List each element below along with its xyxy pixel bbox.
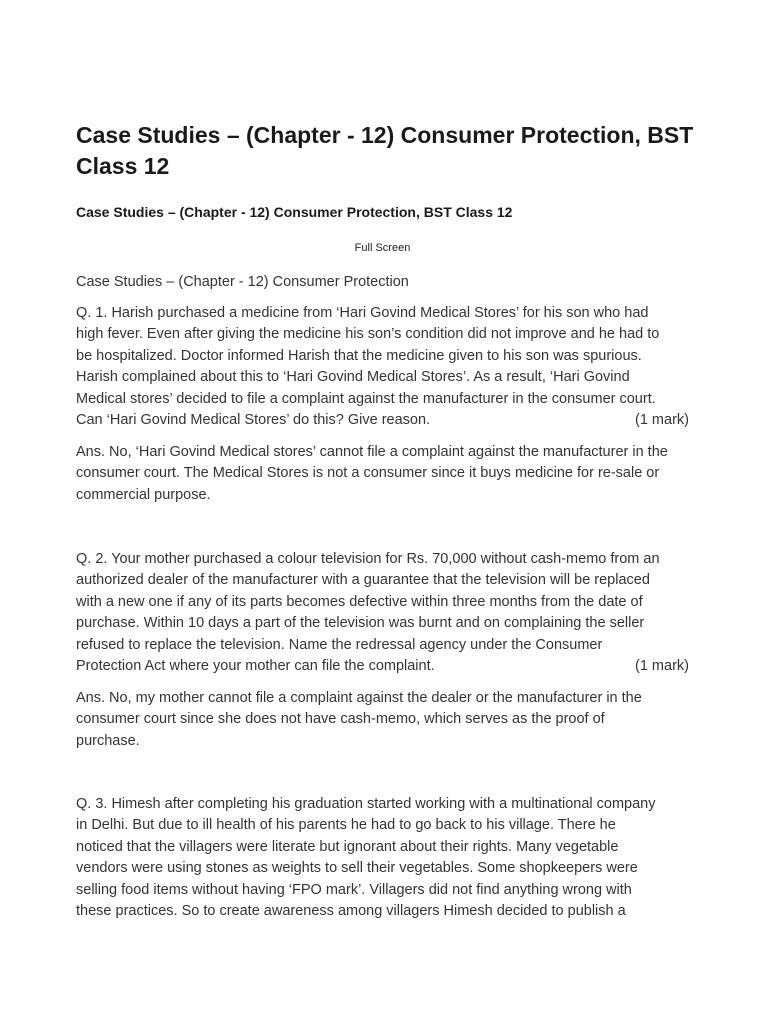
question-line: selling food items without having ‘FPO mark’. Villagers did not find anything wrong with	[76, 881, 632, 898]
document-subtitle: Case Studies – (Chapter - 12) Consumer Protection, BST Class 12	[76, 204, 513, 220]
answer-line: consumer court. The Medical Stores is not a consumer since it buys medicine for re-sale or	[76, 465, 660, 482]
question-last-line	[76, 410, 689, 431]
section-label: Case Studies – (Chapter - 12) Consumer Protection	[76, 274, 409, 290]
question-last-line	[76, 656, 689, 677]
full-screen-button[interactable]: Full Screen	[354, 242, 411, 254]
answer-2	[76, 688, 696, 752]
question-line: purchase. Within 10 days a part of the television was burnt and on complaining the seller	[76, 615, 645, 632]
answer-line: commercial purpose.	[76, 486, 211, 503]
question-line: with a new one if any of its parts becomes defective within three months from the date of	[76, 593, 643, 610]
document-title-line-1: Case Studies – (Chapter - 12) Consumer Protection, BST	[76, 122, 694, 148]
question-line: Harish complained about this to ‘Hari Govind Medical Stores’. As a result, ‘Hari Govind	[76, 369, 630, 386]
question-line: in Delhi. But due to ill health of his parents he had to go back to his village. There he	[76, 817, 616, 834]
question-line: Q. 1. Harish purchased a medicine from ‘Hari Govind Medical Stores’ for his son who had	[76, 305, 649, 321]
answer-line: consumer court since she does not have cash-memo, which serves as the proof of	[76, 711, 605, 728]
answer-line: Ans. No, ‘Hari Govind Medical stores’ cannot file a complaint against the manufacturer in the	[76, 444, 668, 460]
question-line: authorized dealer of the manufacturer with a guarantee that the television will be replaced	[76, 572, 650, 589]
marks-label: (1 mark)	[635, 412, 689, 429]
question-line: vendors were using stones as weights to sell their vegetables. Some shopkeepers were	[76, 860, 638, 877]
question-line: high fever. Even after giving the medicine his son’s condition did not improve and he had to	[76, 326, 660, 343]
question-line: Can ‘Hari Govind Medical Stores’ do this? Give reason.	[76, 412, 431, 429]
question-line: Q. 3. Himesh after completing his graduation started working with a multinational company	[76, 796, 656, 812]
marks-label: (1 mark)	[635, 658, 689, 675]
question-line: Protection Act where your mother can file the complaint.	[76, 658, 435, 675]
answer-line: Ans. No, my mother cannot file a complaint against the dealer or the manufacturer in the	[76, 690, 642, 706]
question-3	[76, 794, 696, 922]
question-line: Q. 2. Your mother purchased a colour television for Rs. 70,000 without cash-memo from an	[76, 551, 660, 567]
question-1	[76, 303, 696, 431]
question-line: be hospitalized. Doctor informed Harish that the medicine given to his son was spurious.	[76, 347, 642, 364]
question-2	[76, 549, 696, 677]
document-title-line-2: Class 12	[76, 153, 170, 179]
answer-1	[76, 442, 696, 506]
question-line: refused to replace the television. Name the redressal agency under the Consumer	[76, 636, 603, 653]
document-title	[76, 120, 696, 182]
question-line: these practices. So to create awareness among villagers Himesh decided to publish a	[76, 903, 626, 920]
question-line: Medical stores’ decided to file a complaint against the manufacturer in the consumer court.	[76, 390, 656, 407]
question-line: noticed that the villagers were literate but ignorant about their rights. Many vegetable	[76, 838, 619, 855]
answer-line: purchase.	[76, 732, 140, 749]
